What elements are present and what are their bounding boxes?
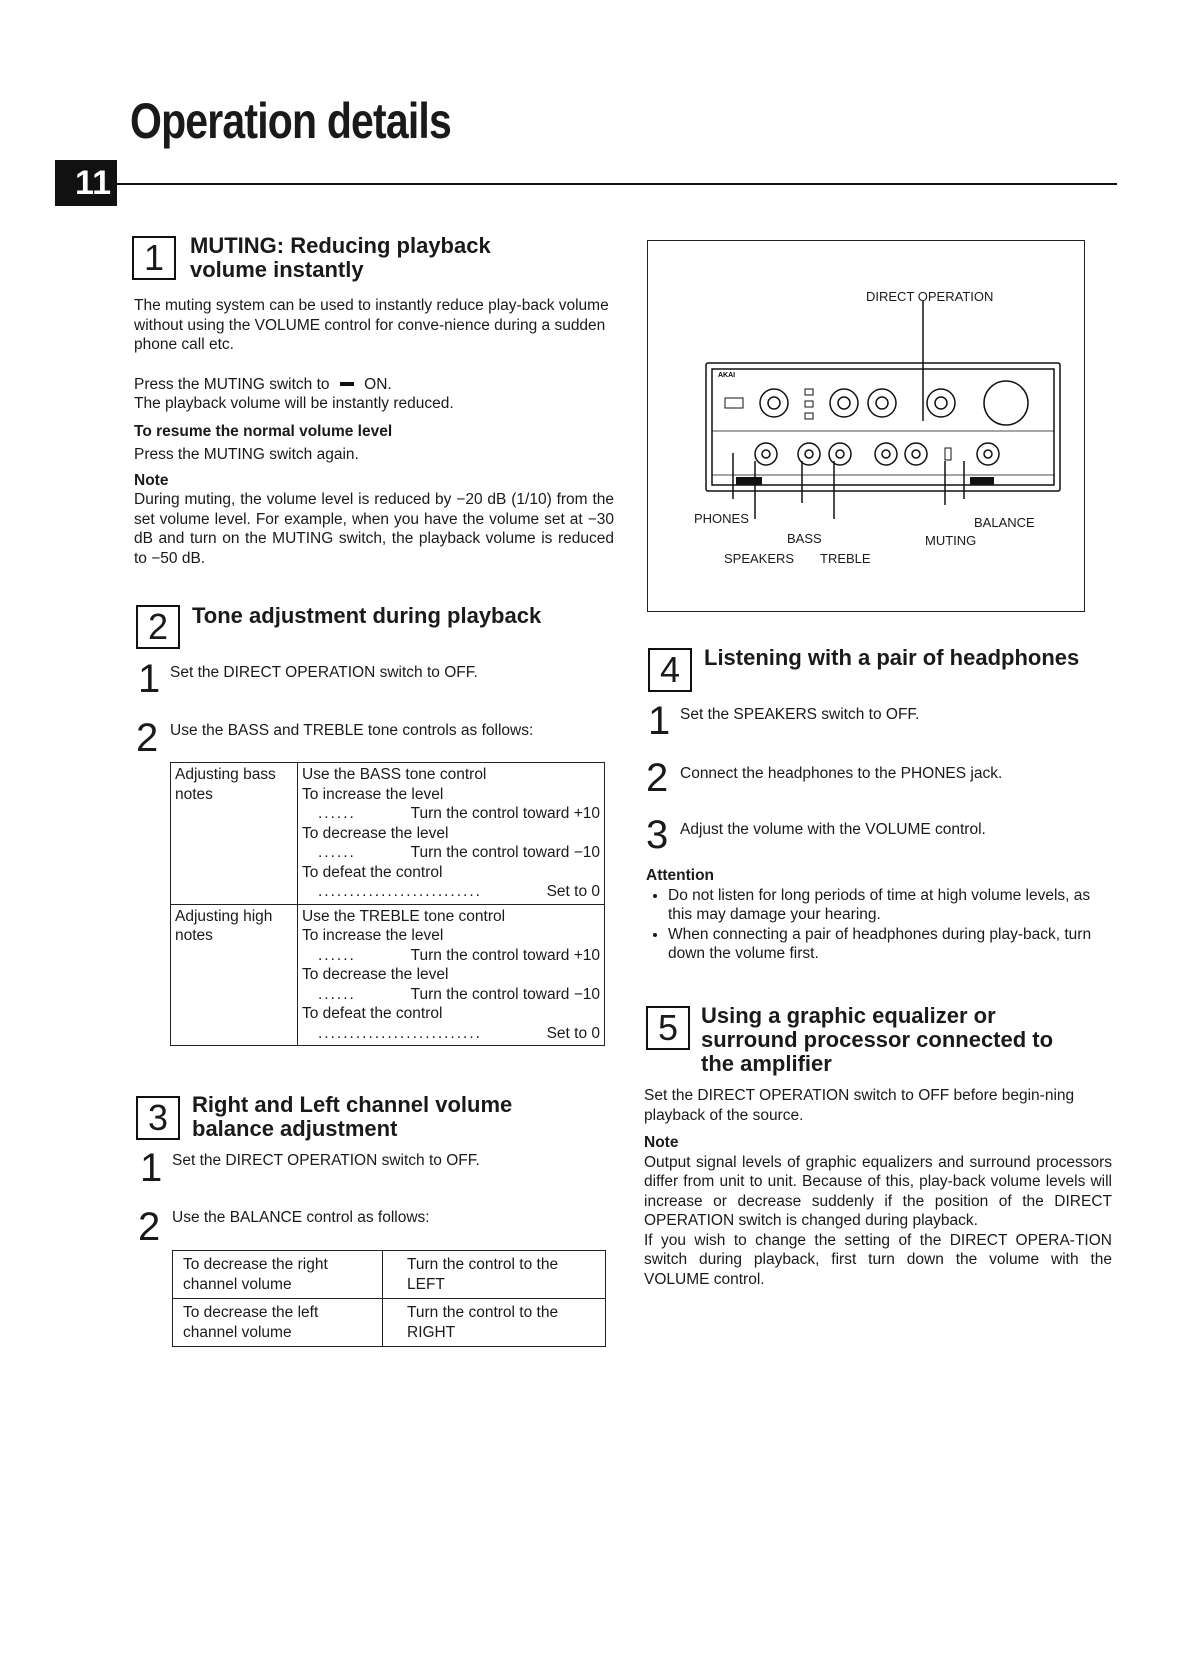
switch-on-icon	[340, 382, 354, 386]
brand-logo: AKAI	[718, 372, 736, 379]
label-balance: BALANCE	[974, 515, 1035, 530]
leader-dots: ......	[318, 985, 356, 1003]
table-line: To decrease the level	[302, 966, 449, 983]
leader-dots: ..........................	[318, 883, 482, 900]
section-5-intro: Set the DIRECT OPERATION switch to OFF before begin-ning playback of the source.	[644, 1087, 1075, 1124]
section-4-step-3-text: Adjust the volume with the VOLUME control.	[680, 821, 986, 838]
section-4-title: Listening with a pair of headphones	[704, 645, 1080, 670]
attention-heading: Attention	[646, 867, 715, 884]
muting-reduced-text: The playback volume will be instantly reduced.	[134, 395, 454, 412]
treble-row-details	[298, 904, 605, 1046]
section-3-title-line2: balance adjustment	[192, 1116, 398, 1141]
section-3-title	[192, 1093, 512, 1141]
section-2-step-2-number: 2	[136, 716, 159, 760]
section-4-number-box	[648, 648, 692, 692]
table-line	[302, 946, 600, 966]
leader-dots: ......	[318, 844, 356, 861]
section-5-number-box	[646, 1006, 690, 1050]
section-3-title-line1: Right and Left channel volume	[192, 1092, 513, 1117]
treble-row-label: Adjusting high notes	[171, 904, 298, 1046]
label-direct-operation: DIRECT OPERATION	[866, 289, 994, 304]
table-line	[302, 882, 600, 902]
section-3-number-box	[136, 1096, 180, 1140]
leader-dots: ..........................	[318, 1024, 482, 1042]
section-2-step-2-text: Use the BASS and TREBLE tone controls as follows:	[170, 722, 534, 739]
section-4-step-2-text: Connect the headphones to the PHONES jack.	[680, 765, 1003, 782]
panel-outline	[706, 363, 1060, 491]
table-value: Turn the control toward +10	[410, 805, 600, 822]
table-line: To defeat the control	[302, 1005, 443, 1022]
label-phones: PHONES	[694, 511, 749, 526]
page-number-tab: 11	[55, 160, 117, 206]
list-item: • When connecting a pair of headphones during play-back, turn down the volume first.	[668, 925, 1111, 964]
section-1-intro: The muting system can be used to instantly reduce play-back volume without using the VOLUME control for conve-nience during a sudden phone call etc.	[134, 297, 609, 353]
section-1-number: 1	[132, 236, 176, 280]
label-treble: TREBLE	[820, 551, 871, 566]
section-5-title-line1: Using a graphic equalizer or	[701, 1003, 996, 1028]
section-1-title-line2: volume instantly	[190, 257, 364, 282]
table-line	[302, 804, 600, 824]
bass-row-details	[298, 763, 605, 905]
panel-inner	[712, 369, 1054, 485]
section-1-number-box	[132, 236, 176, 280]
section-1-note-text: During muting, the volume level is reduced by −20 dB (1/10) from the set volume level. For example, when you have the volume set at −30 dB and turn on the MUTING switch, the playback volume is reduced to −50 dB.	[134, 491, 614, 567]
table-line: To increase the level	[302, 785, 444, 803]
tone-control-table	[170, 762, 605, 1046]
section-4-step-3-number: 3	[646, 813, 669, 857]
table-value: Turn the control toward −10	[410, 985, 600, 1003]
section-5-note-p2: If you wish to change the setting of the DIRECT OPERA-TION switch during playback, first turn down the volume with the VOLUME control.	[644, 1231, 1112, 1288]
leader-dots: ......	[318, 946, 356, 964]
table-line	[302, 843, 600, 863]
section-3-step-2-text: Use the BALANCE control as follows:	[172, 1209, 430, 1226]
balance-action: To decrease the left channel volume	[173, 1299, 383, 1347]
section-5-note-heading: Note	[644, 1134, 679, 1151]
section-3-step-1-number: 1	[140, 1146, 163, 1190]
section-1-note-heading: Note	[134, 471, 169, 489]
bass-row-label: Adjusting bass notes	[171, 763, 298, 905]
resume-heading: To resume the normal volume level	[134, 422, 393, 440]
table-line: To defeat the control	[302, 863, 443, 881]
balance-how: Turn the control to the LEFT	[383, 1251, 606, 1299]
table-value: Turn the control toward +10	[410, 946, 600, 964]
section-1-title	[190, 234, 491, 282]
table-value: Turn the control toward −10	[410, 844, 600, 861]
label-bass: BASS	[787, 531, 822, 546]
page-title: Operation details	[130, 93, 451, 149]
balance-table	[172, 1250, 606, 1347]
section-5-note-p1: Output signal levels of graphic equalizers and surround processors differ from unit to unit. Because of this, play-back volume levels will increase or decrease suddenly if the position of the DIRECT OPERATION switch is changed during playback.	[644, 1153, 1112, 1229]
muting-press-prefix: Press the MUTING switch to	[134, 375, 330, 393]
section-4-number: 4	[648, 648, 692, 692]
table-row	[171, 904, 605, 1046]
table-line: To decrease the level	[302, 824, 449, 842]
table-row	[171, 763, 605, 905]
resume-text: Press the MUTING switch again.	[134, 446, 359, 463]
amplifier-figure	[647, 240, 1085, 612]
attention-list	[646, 886, 1111, 964]
balance-action: To decrease the right channel volume	[173, 1251, 383, 1299]
table-value: Set to 0	[546, 1024, 600, 1042]
section-5-title-line3: the amplifier	[701, 1051, 832, 1076]
table-line	[302, 1024, 600, 1044]
section-1-body	[134, 296, 614, 568]
table-row	[173, 1251, 606, 1299]
section-4-step-1-number: 1	[648, 699, 671, 743]
section-2-step-1-text: Set the DIRECT OPERATION switch to OFF.	[170, 664, 478, 681]
leader-dots: ......	[318, 805, 356, 822]
header-rule	[117, 183, 1117, 185]
section-1-title-line1: MUTING: Reducing playback	[190, 233, 491, 258]
section-5-title	[701, 1004, 1053, 1076]
section-5-title-line2: surround processor connected to	[701, 1027, 1054, 1052]
section-2-number: 2	[136, 605, 180, 649]
section-3-number: 3	[136, 1096, 180, 1140]
section-2-title: Tone adjustment during playback	[192, 603, 542, 628]
attention-block	[646, 866, 1111, 964]
table-line	[302, 985, 600, 1005]
table-row	[173, 1299, 606, 1347]
section-5-number: 5	[646, 1006, 690, 1050]
table-value: Set to 0	[546, 883, 600, 900]
label-speakers: SPEAKERS	[724, 551, 795, 566]
section-2-number-box	[136, 605, 180, 649]
section-3-step-1-text: Set the DIRECT OPERATION switch to OFF.	[172, 1152, 480, 1169]
section-2-step-1-number: 1	[138, 657, 161, 701]
muting-press-suffix: ON.	[364, 375, 392, 393]
section-4-step-2-number: 2	[646, 756, 669, 800]
table-line: Use the TREBLE tone control	[302, 907, 506, 925]
table-line: To increase the level	[302, 927, 444, 944]
balance-how: Turn the control to the RIGHT	[383, 1299, 606, 1347]
section-4-step-1-text: Set the SPEAKERS switch to OFF.	[680, 706, 920, 723]
label-muting: MUTING	[925, 533, 977, 548]
list-item: • Do not listen for long periods of time at high volume levels, as this may damage your hearing.	[668, 886, 1111, 925]
section-3-step-2-number: 2	[138, 1205, 161, 1249]
table-line: Use the BASS tone control	[302, 766, 487, 783]
muting-press-instruction	[134, 375, 614, 395]
section-5-body	[644, 1086, 1112, 1289]
